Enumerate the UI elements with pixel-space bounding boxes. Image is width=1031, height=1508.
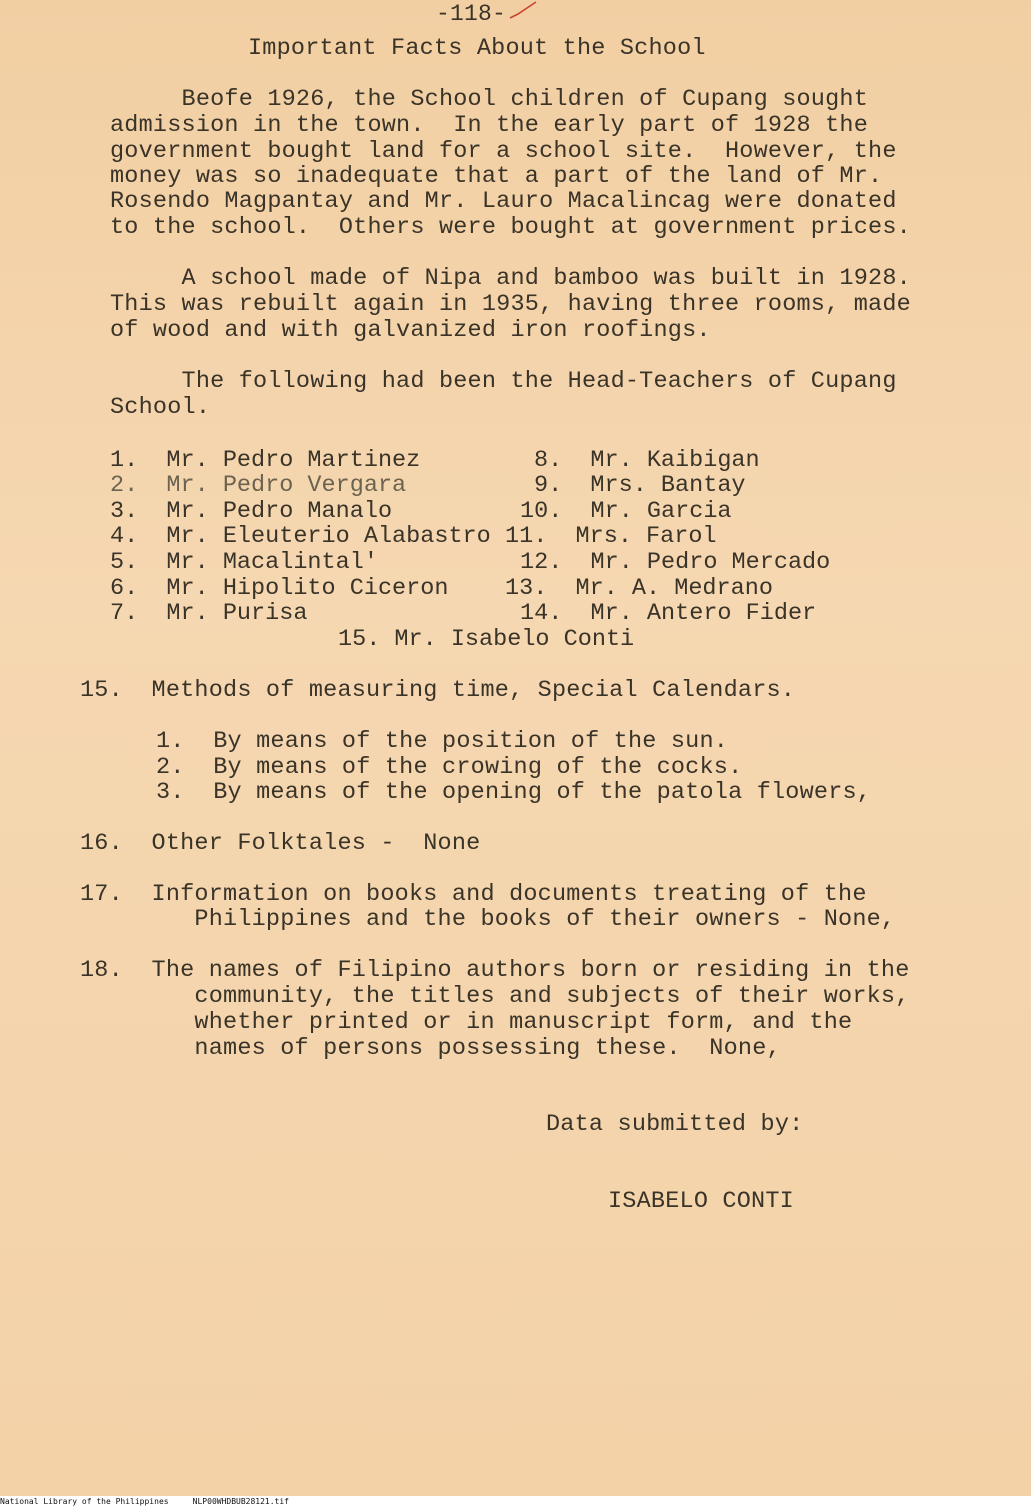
text-line: This was rebuilt again in 1935, having three rooms, made xyxy=(110,291,911,318)
list-item: 8. Mr. Kaibigan xyxy=(534,447,760,474)
section-16: 16. Other Folktales - None xyxy=(80,830,481,857)
list-item: 9. Mrs. Bantay xyxy=(534,472,746,499)
text-line: 17. Information on books and documents treating of the xyxy=(80,881,867,908)
page-number: -118- xyxy=(436,1,507,27)
file-label: NLP00WHDBUB28121.tif xyxy=(192,1497,289,1506)
list-item: 11. Mrs. Farol xyxy=(505,523,717,550)
list-item: 4. Mr. Eleuterio Alabastro xyxy=(110,523,491,550)
text-line: Beofe 1926, the School children of Cupang sought xyxy=(110,86,869,113)
list-item: 3. By means of the opening of the patola flowers, xyxy=(156,779,872,806)
document-title: Important Facts About the School xyxy=(248,35,706,62)
text-line: The following had been the Head-Teachers of Cupang xyxy=(110,368,897,395)
list-item: 2. Mr. Pedro Vergara xyxy=(110,472,407,499)
list-item: 6. Mr. Hipolito Ciceron xyxy=(110,575,449,602)
text-line: School. xyxy=(110,394,211,421)
text-line: to the school. Others were bought at government prices. xyxy=(110,214,911,241)
list-item: 14. Mr. Antero Fider xyxy=(520,600,817,627)
submitted-by-label: Data submitted by: xyxy=(546,1111,804,1138)
text-line: names of persons possessing these. None, xyxy=(80,1035,781,1062)
section-heading: 15. Methods of measuring time, Special Calendars. xyxy=(80,677,796,704)
list-item: 3. Mr. Pedro Manalo xyxy=(110,498,393,525)
text-line: money was so inadequate that a part of the land of Mr. xyxy=(110,163,883,190)
text-line: government bought land for a school site. However, the xyxy=(110,138,897,165)
list-item: 2. By means of the crowing of the cocks. xyxy=(156,754,743,781)
library-label: National Library of the Philippines xyxy=(0,1497,169,1506)
text-line: A school made of Nipa and bamboo was built in 1928. xyxy=(110,265,911,292)
list-item: 13. Mr. A. Medrano xyxy=(505,575,773,602)
list-item: 10. Mr. Garcia xyxy=(520,498,732,525)
author-name: ISABELO CONTI xyxy=(608,1188,794,1215)
text-line: Philippines and the books of their owners - None, xyxy=(80,906,896,933)
list-item: 1. Mr. Pedro Martinez xyxy=(110,447,421,474)
text-line: Rosendo Magpantay and Mr. Lauro Macalincag were donated xyxy=(110,188,897,215)
list-item: 12. Mr. Pedro Mercado xyxy=(520,549,831,576)
text-line: 18. The names of Filipino authors born or residing in the xyxy=(80,957,910,984)
text-line: of wood and with galvanized iron roofings. xyxy=(110,317,711,344)
list-item: 7. Mr. Purisa xyxy=(110,600,308,627)
text-line: community, the titles and subjects of their works, xyxy=(80,983,910,1010)
checkmark-icon xyxy=(508,0,538,22)
list-item: 15. Mr. Isabelo Conti xyxy=(338,626,635,653)
list-item: 1. By means of the position of the sun. xyxy=(156,728,729,755)
list-item: 5. Mr. Macalintal' xyxy=(110,549,378,576)
text-line: admission in the town. In the early part of 1928 the xyxy=(110,112,869,139)
scan-footer xyxy=(0,1496,1031,1508)
text-line: whether printed or in manuscript form, and the xyxy=(80,1009,853,1036)
